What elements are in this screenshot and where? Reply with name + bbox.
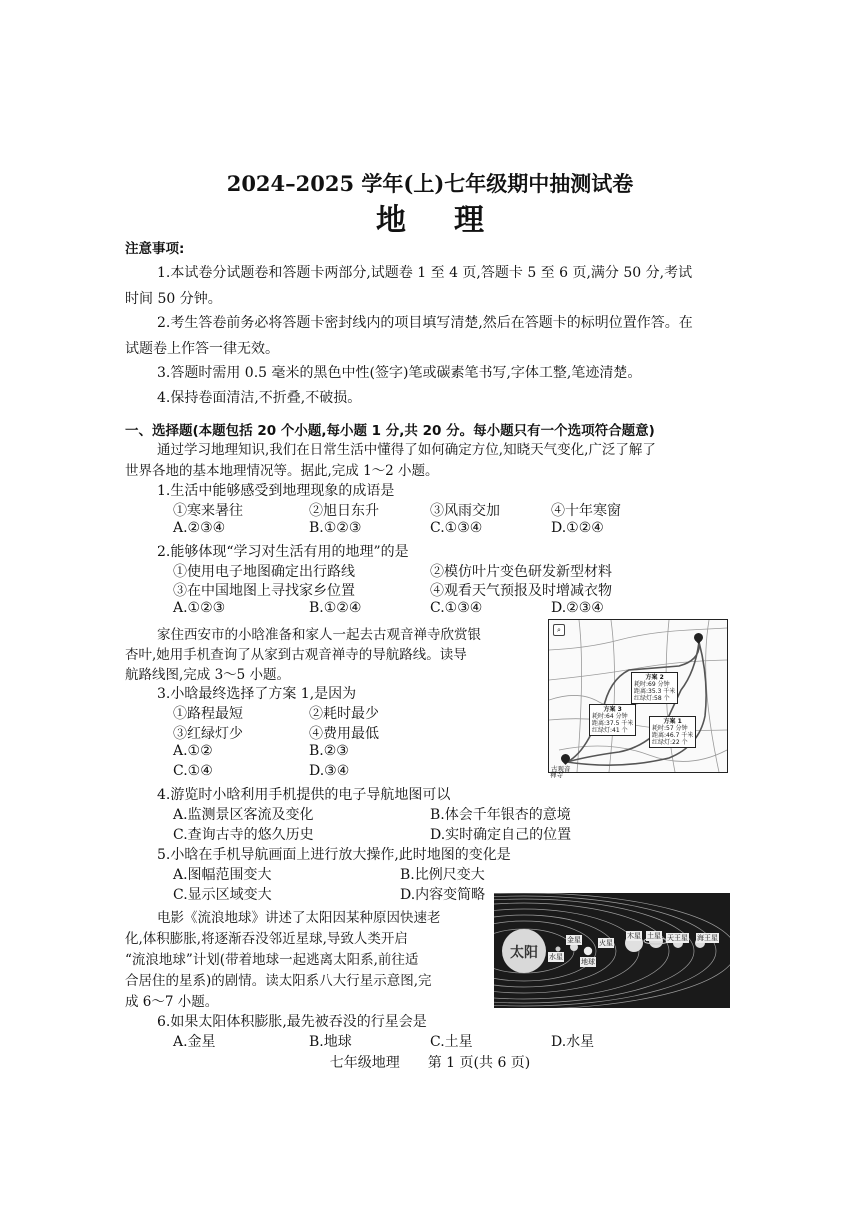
- plan-2-card[interactable]: [631, 672, 678, 704]
- intro2-line2: 杏叶,她用手机查询了从家到古观音禅寺的导航路线。读导: [125, 647, 467, 663]
- section-heading: 一、选择题(本题包括 20 个小题,每小题 1 分,共 20 分。每小题只有一个选项符合题意): [125, 423, 655, 439]
- q6-option-d[interactable]: D.水星: [551, 1034, 595, 1050]
- q5-option-a[interactable]: A.图幅范围变大: [173, 867, 272, 883]
- planet-label: 土星: [647, 932, 661, 940]
- q2-stem: 2.能够体现“学习对生活有用的地理”的是: [157, 544, 409, 560]
- q6-option-c[interactable]: C.土星: [430, 1034, 473, 1050]
- q5-option-d[interactable]: D.内容变简略: [400, 887, 486, 903]
- solar-system-diagram: [494, 893, 730, 1008]
- q3-item: ②耗时最少: [309, 706, 379, 722]
- q6-option-a[interactable]: A.金星: [173, 1034, 216, 1050]
- plan-2-title: 方案 2: [645, 674, 664, 681]
- q2-item: ①使用电子地图确定出行路线: [173, 564, 355, 580]
- q1-stem: 1.生活中能够感受到地理现象的成语是: [157, 483, 395, 499]
- q1-item: ③风雨交加: [430, 503, 500, 519]
- q1-option-c[interactable]: C.①③④: [430, 520, 483, 536]
- destination-label-line2: 禅寺: [550, 771, 563, 779]
- destination-label-line1: 古观音: [551, 765, 571, 773]
- plan-1-lights: 红绿灯:22 个: [652, 739, 688, 746]
- note-2b: 试题卷上作答一律无效。: [125, 341, 279, 357]
- intro3-line5: 成 6～7 小题。: [125, 994, 219, 1010]
- note-2a: 2.考生答卷前务必将答题卡密封线内的项目填写清楚,然后在答题卡的标明位置作答。在: [157, 315, 693, 331]
- page-footer: 七年级地理 第 1 页(共 6 页): [329, 1055, 531, 1071]
- plan-2-lights: 红绿灯:58 个: [634, 695, 670, 702]
- intro3-line3: “流浪地球”计划(带着地球一起逃离太阳系,前往适: [125, 952, 419, 968]
- q4-option-d[interactable]: D.实时确定自己的位置: [430, 827, 572, 843]
- plan-1-time: 耗时:57 分钟: [652, 725, 688, 732]
- note-1b: 时间 50 分钟。: [125, 291, 222, 307]
- q3-item: ①路程最短: [173, 706, 243, 722]
- intro3-line2: 化,体积膨胀,将逐渐吞没邻近星球,导致人类开启: [125, 931, 408, 947]
- note-1a: 1.本试卷分试题卷和答题卡两部分,试题卷 1 至 4 页,答题卡 5 至 6 页,满分 50 分,考试: [157, 265, 693, 281]
- q3-option-b[interactable]: B.②③: [309, 743, 349, 759]
- q1-option-a[interactable]: A.②③④: [173, 520, 226, 536]
- plan-1-card[interactable]: [649, 716, 696, 748]
- q3-item: ④费用最低: [309, 726, 379, 742]
- plan-1-title: 方案 1: [663, 718, 682, 725]
- q2-option-a[interactable]: A.①②③: [173, 600, 226, 616]
- sun-label: 太阳: [510, 945, 538, 961]
- plan-1-distance: 距离:46.7 千米: [652, 732, 694, 739]
- search-icon[interactable]: ⌕: [553, 624, 565, 636]
- plan-3-time: 耗时:64 分钟: [592, 713, 628, 720]
- subject-title: 地理: [376, 203, 532, 238]
- q5-stem: 5.小晗在手机导航画面上进行放大操作,此时地图的变化是: [157, 847, 511, 863]
- q1-item: ④十年寒窗: [551, 503, 621, 519]
- q4-stem: 4.游览时小晗利用手机提供的电子导航地图可以: [157, 787, 451, 803]
- q2-option-c[interactable]: C.①③④: [430, 600, 483, 616]
- intro3-line1: 电影《流浪地球》讲述了太阳因某种原因快速老: [157, 910, 441, 926]
- navigation-map: [548, 619, 728, 773]
- q1-option-b[interactable]: B.①②③: [309, 520, 362, 536]
- intro2-line1: 家住西安市的小晗准备和家人一起去古观音禅寺欣赏银: [157, 627, 481, 643]
- q1-item: ①寒来暑往: [173, 503, 243, 519]
- plan-2-distance: 距离:35.3 千米: [634, 688, 676, 695]
- q4-option-b[interactable]: B.体会千年银杏的意境: [430, 807, 571, 823]
- q5-option-c[interactable]: C.显示区域变大: [173, 887, 272, 903]
- planet-label: 地球: [581, 958, 595, 966]
- note-4: 4.保持卷面清洁,不折叠,不破损。: [157, 390, 362, 406]
- q2-item: ③在中国地图上寻找家乡位置: [173, 583, 355, 599]
- notes-heading: 注意事项:: [125, 241, 185, 257]
- planet-label: 天王星: [667, 934, 688, 942]
- planet-label: 火星: [599, 939, 613, 947]
- intro3-line4: 合居住的星系)的剧情。读太阳系八大行星示意图,完: [125, 973, 432, 989]
- plan-3-distance: 距离:37.5 千米: [592, 720, 634, 727]
- q5-option-b[interactable]: B.比例尺变大: [400, 867, 485, 883]
- planet-label: 金星: [567, 936, 581, 944]
- q2-item: ④观看天气预报及时增减衣物: [430, 583, 612, 599]
- note-3: 3.答题时需用 0.5 毫米的黑色中性(签字)笔或碳素笔书写,字体工整,笔迹清楚。: [157, 365, 642, 381]
- q3-item: ③红绿灯少: [173, 726, 243, 742]
- q2-option-b[interactable]: B.①②④: [309, 600, 362, 616]
- planet-label: 海王星: [697, 934, 718, 942]
- q6-option-b[interactable]: B.地球: [309, 1034, 352, 1050]
- intro1-line2: 世界各地的基本地理情况等。据此,完成 1～2 小题。: [125, 463, 439, 479]
- q4-option-a[interactable]: A.监测景区客流及变化: [173, 807, 314, 823]
- q3-option-d[interactable]: D.③④: [309, 763, 350, 779]
- q6-stem: 6.如果太阳体积膨胀,最先被吞没的行星会是: [157, 1014, 427, 1030]
- q2-option-d[interactable]: D.②③④: [551, 600, 604, 616]
- intro2-line3: 航路线图,完成 3～5 小题。: [125, 667, 291, 683]
- planet-label: 木星: [627, 932, 641, 940]
- planet-label: 水星: [549, 953, 563, 961]
- q3-option-c[interactable]: C.①④: [173, 763, 213, 779]
- plan-3-lights: 红绿灯:41 个: [592, 727, 628, 734]
- q2-item: ②模仿叶片变色研发新型材料: [430, 564, 612, 580]
- q1-option-d[interactable]: D.①②④: [551, 520, 604, 536]
- q3-stem: 3.小晗最终选择了方案 1,是因为: [157, 686, 357, 702]
- plan-2-time: 耗时:69 分钟: [634, 681, 670, 688]
- exam-title: 2024–2025 学年(上)七年级期中抽测试卷: [226, 171, 634, 196]
- q3-option-a[interactable]: A.①②: [173, 743, 213, 759]
- plan-3-title: 方案 3: [603, 706, 622, 713]
- q4-option-c[interactable]: C.查询古寺的悠久历史: [173, 827, 314, 843]
- plan-3-card[interactable]: [589, 704, 636, 736]
- q1-item: ②旭日东升: [309, 503, 379, 519]
- intro1-line1: 通过学习地理知识,我们在日常生活中懂得了如何确定方位,知晓天气变化,广泛了解了: [157, 442, 656, 458]
